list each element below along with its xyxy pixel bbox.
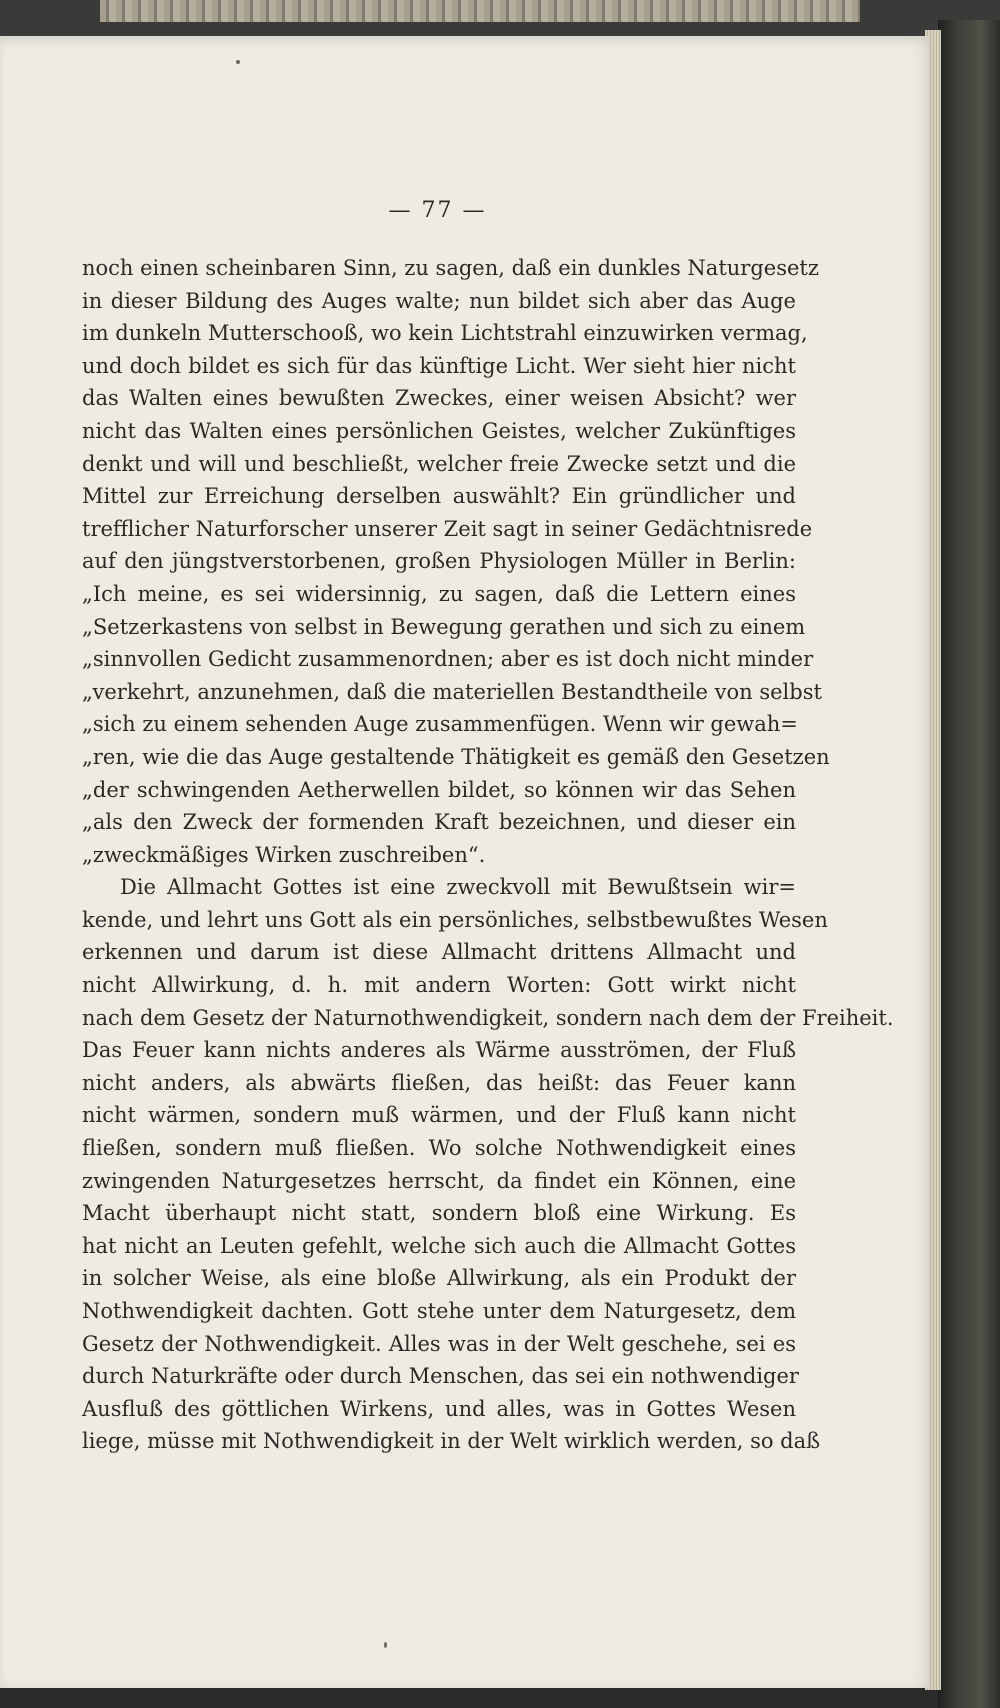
- text-line: „Ich meine, es sei widersinnig, zu sagen, daß die Lettern eines: [82, 581, 796, 606]
- text-line: Ausfluß des göttlichen Wirkens, und alles, was in Gottes Wesen: [82, 1396, 796, 1421]
- text-line: nicht wärmen, sondern muß wärmen, und der Fluß kann nicht: [82, 1103, 796, 1128]
- page-body-text: [82, 252, 894, 1458]
- text-line: und doch bildet es sich für das künftige Licht. Wer sieht hier nicht: [82, 353, 796, 378]
- text-line: noch einen scheinbaren Sinn, zu sagen, daß ein dunkles Naturgesetz: [82, 256, 819, 280]
- paper-speck: [236, 60, 240, 64]
- text-line: nicht anders, als abwärts fließen, das heißt: das Feuer kann: [82, 1070, 796, 1095]
- text-line: Das Feuer kann nichts anderes als Wärme ausströmen, der Fluß: [82, 1038, 796, 1063]
- book-cover-board: [938, 20, 1000, 1708]
- text-line: fließen, sondern muß fließen. Wo solche Nothwendigkeit eines: [82, 1136, 796, 1161]
- text-line: in dieser Bildung des Auges walte; nun bildet sich aber das Auge: [82, 288, 796, 313]
- text-line: „der schwingenden Aetherwellen bildet, so können wir das Sehen: [82, 777, 796, 802]
- text-line: „Setzerkastens von selbst in Bewegung gerathen und sich zu einem: [82, 614, 806, 639]
- text-line: Gesetz der Nothwendigkeit. Alles was in der Welt geschehe, sei es: [82, 1331, 796, 1356]
- text-line: im dunkeln Mutterschooß, wo kein Lichtstrahl einzuwirken vermag,: [82, 321, 808, 346]
- text-line: hat nicht an Leuten gefehlt, welche sich auch die Allmacht Gottes: [82, 1233, 796, 1258]
- text-line: „sich zu einem sehenden Auge zusammenfügen. Wenn wir gewah=: [82, 712, 798, 737]
- text-line: Die Allmacht Gottes ist eine zweckvoll mit Bewußtsein wir=: [120, 875, 796, 900]
- text-line: „sinnvollen Gedicht zusammenordnen; aber es ist doch nicht minder: [82, 647, 814, 672]
- text-line: in solcher Weise, als eine bloße Allwirkung, als ein Produkt der: [82, 1266, 796, 1291]
- text-line: denkt und will und beschließt, welcher freie Zwecke setzt und die: [82, 451, 796, 476]
- text-line: nach dem Gesetz der Naturnothwendigkeit, sondern nach dem der Freiheit.: [82, 1005, 894, 1030]
- text-line: Nothwendigkeit dachten. Gott stehe unter dem Naturgesetz, dem: [82, 1299, 796, 1323]
- page-number: — 77 —: [388, 198, 487, 223]
- text-line: Mittel zur Erreichung derselben auswählt? Ein gründlicher und: [82, 484, 796, 509]
- text-line: erkennen und darum ist diese Allmacht drittens Allmacht und: [82, 940, 796, 965]
- text-line: liege, müsse mit Nothwendigkeit in der Welt wirklich werden, so daß: [82, 1429, 821, 1454]
- text-line: das Walten eines bewußten Zweckes, einer weisen Absicht? wer: [82, 386, 796, 411]
- text-line: „verkehrt, anzunehmen, daß die materiellen Bestandtheile von selbst: [82, 679, 822, 704]
- binding-edge: [100, 0, 860, 22]
- text-line: „zweckmäßiges Wirken zuschreiben“.: [82, 842, 486, 867]
- text-line: nicht das Walten eines persönlichen Geistes, welcher Zukünftiges: [82, 418, 796, 443]
- text-line: „ren, wie die das Auge gestaltende Thätigkeit es gemäß den Gesetzen: [82, 744, 830, 769]
- text-line: kende, und lehrt uns Gott als ein persönliches, selbstbewußtes Wesen: [82, 907, 828, 932]
- paper-speck: [384, 1642, 387, 1648]
- text-line: Macht überhaupt nicht statt, sondern bloß eine Wirkung. Es: [82, 1201, 796, 1226]
- text-line: zwingenden Naturgesetzes herrscht, da findet ein Können, eine: [82, 1168, 796, 1193]
- text-line: nicht Allwirkung, d. h. mit andern Worten: Gott wirkt nicht: [82, 973, 796, 998]
- text-line: „als den Zweck der formenden Kraft bezeichnen, und dieser ein: [82, 810, 796, 835]
- text-line: durch Naturkräfte oder durch Menschen, das sei ein nothwendiger: [82, 1364, 799, 1389]
- text-line: auf den jüngstverstorbenen, großen Physiologen Müller in Berlin:: [82, 549, 796, 574]
- text-line: trefflicher Naturforscher unserer Zeit sagt in seiner Gedächtnisrede: [82, 516, 813, 541]
